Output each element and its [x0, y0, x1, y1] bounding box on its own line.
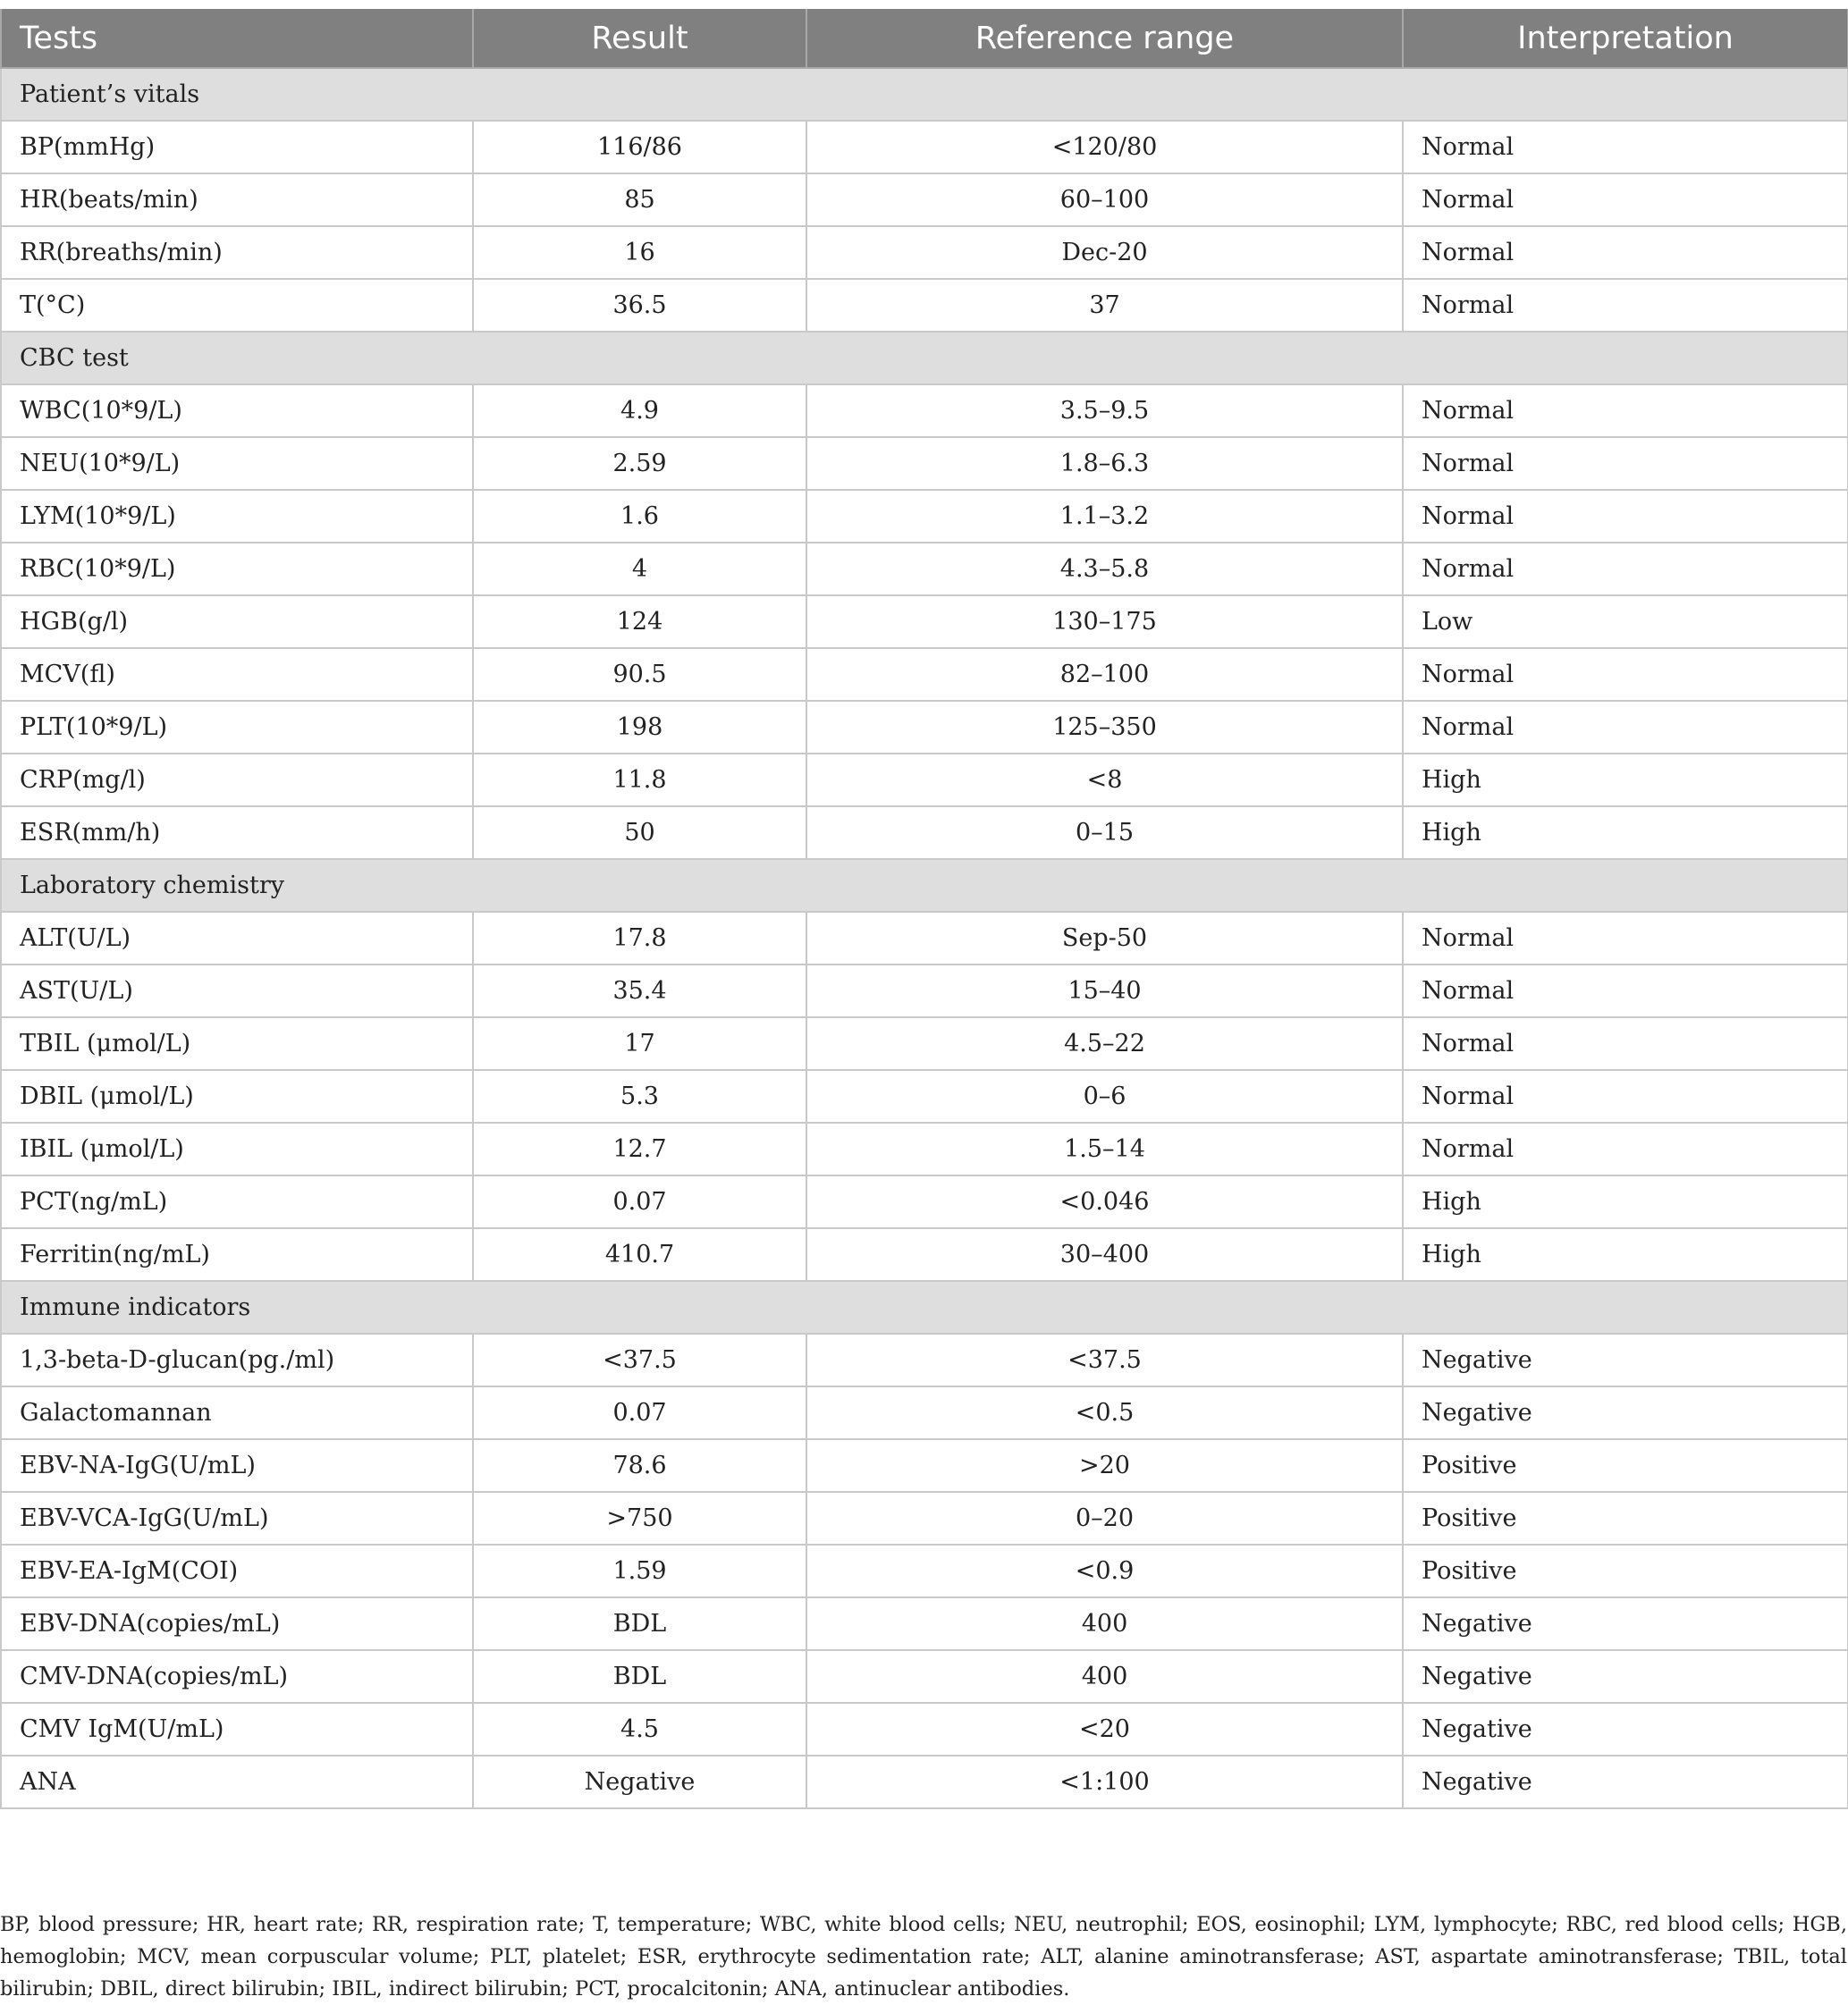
cell-interpretation: High	[1403, 1228, 1848, 1281]
cell-test-name: CMV-DNA(copies/mL)	[1, 1650, 473, 1703]
cell-interpretation: Normal	[1403, 701, 1848, 754]
cell-interpretation: Normal	[1403, 1123, 1848, 1175]
cell-interpretation: High	[1403, 806, 1848, 859]
cell-result: 5.3	[473, 1070, 806, 1123]
table-row	[1, 701, 1848, 754]
cell-result: BDL	[473, 1650, 806, 1703]
cell-result: 4.9	[473, 384, 806, 437]
table-row	[1, 1545, 1848, 1597]
cell-interpretation: Positive	[1403, 1439, 1848, 1492]
cell-test-name: RBC(10*9/L)	[1, 543, 473, 595]
table-row	[1, 543, 1848, 595]
cell-result: 16	[473, 226, 806, 279]
cell-reference-range: <120/80	[806, 121, 1403, 173]
table-row	[1, 1123, 1848, 1175]
cell-interpretation: Positive	[1403, 1545, 1848, 1597]
cell-interpretation: High	[1403, 1175, 1848, 1228]
table-row	[1, 806, 1848, 859]
cell-test-name: IBIL (μmol/L)	[1, 1123, 473, 1175]
table-row	[1, 1070, 1848, 1123]
header-interpretation: Interpretation	[1403, 9, 1848, 68]
cell-test-name: ALT(U/L)	[1, 912, 473, 965]
table-row	[1, 1386, 1848, 1439]
cell-test-name: EBV-NA-IgG(U/mL)	[1, 1439, 473, 1492]
cell-interpretation: Normal	[1403, 912, 1848, 965]
cell-reference-range: 82–100	[806, 648, 1403, 701]
cell-reference-range: 130–175	[806, 595, 1403, 648]
cell-reference-range: <20	[806, 1703, 1403, 1756]
table-row	[1, 1756, 1848, 1808]
cell-reference-range: 0–15	[806, 806, 1403, 859]
cell-result: 116/86	[473, 121, 806, 173]
cell-reference-range: Sep-50	[806, 912, 1403, 965]
cell-reference-range: 0–6	[806, 1070, 1403, 1123]
cell-result: 17	[473, 1017, 806, 1070]
cell-interpretation: Normal	[1403, 226, 1848, 279]
cell-reference-range: 1.1–3.2	[806, 490, 1403, 543]
table-footnote: BP, blood pressure; HR, heart rate; RR, respiration rate; T, temperature; WBC, white blood cells; NEU, neutrophil; EOS, eosinophil; LYM, lymphocyte; RBC, red blood cells; HGB, hemoglobin; MCV, mean corpuscular volume; PLT, platelet; ESR, erythrocyte sedimentation rate; ALT, alanine aminotransferase; AST, aspartate aminotransferase; TBIL, total bilirubin; DBIL, direct bilirubin; IBIL, indirect bilirubin; PCT, procalcitonin; ANA, antinuclear antibodies.	[0, 1912, 1847, 2001]
section-title: CBC test	[1, 332, 1848, 384]
cell-result: 4	[473, 543, 806, 595]
section-row	[1, 1281, 1848, 1334]
cell-reference-range: >20	[806, 1439, 1403, 1492]
cell-test-name: RR(breaths/min)	[1, 226, 473, 279]
cell-test-name: Ferritin(ng/mL)	[1, 1228, 473, 1281]
section-title: Immune indicators	[1, 1281, 1848, 1334]
cell-result: 0.07	[473, 1386, 806, 1439]
table-row	[1, 1439, 1848, 1492]
table-row	[1, 490, 1848, 543]
cell-reference-range: <1:100	[806, 1756, 1403, 1808]
cell-interpretation: Normal	[1403, 384, 1848, 437]
lab-results-container	[0, 9, 1848, 1809]
cell-interpretation: Normal	[1403, 965, 1848, 1017]
cell-test-name: LYM(10*9/L)	[1, 490, 473, 543]
cell-interpretation: Normal	[1403, 490, 1848, 543]
cell-test-name: NEU(10*9/L)	[1, 437, 473, 490]
cell-interpretation: Negative	[1403, 1756, 1848, 1808]
cell-interpretation: Negative	[1403, 1386, 1848, 1439]
table-row	[1, 648, 1848, 701]
cell-result: 85	[473, 173, 806, 226]
cell-result: 4.5	[473, 1703, 806, 1756]
cell-interpretation: Normal	[1403, 279, 1848, 332]
cell-reference-range: 400	[806, 1597, 1403, 1650]
cell-result: 198	[473, 701, 806, 754]
cell-interpretation: Negative	[1403, 1597, 1848, 1650]
cell-interpretation: Negative	[1403, 1334, 1848, 1386]
table-row	[1, 279, 1848, 332]
section-row	[1, 859, 1848, 912]
header-row	[1, 9, 1848, 68]
cell-reference-range: 0–20	[806, 1492, 1403, 1545]
header-result: Result	[473, 9, 806, 68]
table-row	[1, 121, 1848, 173]
cell-result: 1.6	[473, 490, 806, 543]
table-header	[1, 9, 1848, 68]
cell-result: 90.5	[473, 648, 806, 701]
cell-interpretation: Normal	[1403, 648, 1848, 701]
cell-result: >750	[473, 1492, 806, 1545]
table-row	[1, 1703, 1848, 1756]
table-row	[1, 1228, 1848, 1281]
cell-result: 124	[473, 595, 806, 648]
cell-test-name: T(°C)	[1, 279, 473, 332]
cell-test-name: DBIL (μmol/L)	[1, 1070, 473, 1123]
cell-reference-range: 125–350	[806, 701, 1403, 754]
table-row	[1, 965, 1848, 1017]
cell-interpretation: Low	[1403, 595, 1848, 648]
cell-reference-range: 3.5–9.5	[806, 384, 1403, 437]
cell-interpretation: Positive	[1403, 1492, 1848, 1545]
cell-result: 1.59	[473, 1545, 806, 1597]
cell-result: 0.07	[473, 1175, 806, 1228]
cell-test-name: EBV-EA-IgM(COI)	[1, 1545, 473, 1597]
table-row	[1, 1334, 1848, 1386]
cell-result: Negative	[473, 1756, 806, 1808]
cell-test-name: MCV(fl)	[1, 648, 473, 701]
table-row	[1, 1597, 1848, 1650]
cell-test-name: 1,3-beta-D-glucan(pg./ml)	[1, 1334, 473, 1386]
cell-test-name: EBV-DNA(copies/mL)	[1, 1597, 473, 1650]
cell-test-name: PCT(ng/mL)	[1, 1175, 473, 1228]
cell-result: <37.5	[473, 1334, 806, 1386]
cell-reference-range: 1.5–14	[806, 1123, 1403, 1175]
table-row	[1, 912, 1848, 965]
cell-result: 50	[473, 806, 806, 859]
cell-test-name: ESR(mm/h)	[1, 806, 473, 859]
cell-reference-range: <8	[806, 754, 1403, 806]
table-row	[1, 1650, 1848, 1703]
table-row	[1, 1492, 1848, 1545]
table-row	[1, 384, 1848, 437]
table-row	[1, 173, 1848, 226]
cell-reference-range: 37	[806, 279, 1403, 332]
cell-reference-range: <0.9	[806, 1545, 1403, 1597]
cell-test-name: WBC(10*9/L)	[1, 384, 473, 437]
cell-test-name: PLT(10*9/L)	[1, 701, 473, 754]
table-row	[1, 226, 1848, 279]
section-title: Patient’s vitals	[1, 68, 1848, 121]
table-row	[1, 754, 1848, 806]
cell-test-name: BP(mmHg)	[1, 121, 473, 173]
section-title: Laboratory chemistry	[1, 859, 1848, 912]
cell-result: 17.8	[473, 912, 806, 965]
cell-test-name: ANA	[1, 1756, 473, 1808]
cell-result: 2.59	[473, 437, 806, 490]
cell-reference-range: Dec-20	[806, 226, 1403, 279]
cell-test-name: EBV-VCA-IgG(U/mL)	[1, 1492, 473, 1545]
cell-interpretation: High	[1403, 754, 1848, 806]
cell-interpretation: Normal	[1403, 543, 1848, 595]
cell-interpretation: Negative	[1403, 1650, 1848, 1703]
cell-result: 35.4	[473, 965, 806, 1017]
cell-interpretation: Normal	[1403, 1017, 1848, 1070]
cell-test-name: CRP(mg/l)	[1, 754, 473, 806]
table-row	[1, 595, 1848, 648]
cell-reference-range: 1.8–6.3	[806, 437, 1403, 490]
cell-interpretation: Normal	[1403, 1070, 1848, 1123]
cell-interpretation: Normal	[1403, 121, 1848, 173]
table-body	[1, 68, 1848, 1808]
cell-reference-range: 60–100	[806, 173, 1403, 226]
table-row	[1, 1017, 1848, 1070]
cell-reference-range: 4.5–22	[806, 1017, 1403, 1070]
cell-result: BDL	[473, 1597, 806, 1650]
cell-test-name: Galactomannan	[1, 1386, 473, 1439]
cell-reference-range: 15–40	[806, 965, 1403, 1017]
cell-interpretation: Negative	[1403, 1703, 1848, 1756]
table-row	[1, 1175, 1848, 1228]
table-row	[1, 437, 1848, 490]
cell-interpretation: Normal	[1403, 437, 1848, 490]
cell-test-name: TBIL (μmol/L)	[1, 1017, 473, 1070]
cell-reference-range: <37.5	[806, 1334, 1403, 1386]
header-tests: Tests	[1, 9, 473, 68]
cell-test-name: HGB(g/l)	[1, 595, 473, 648]
header-reference-range: Reference range	[806, 9, 1403, 68]
cell-test-name: CMV IgM(U/mL)	[1, 1703, 473, 1756]
cell-result: 78.6	[473, 1439, 806, 1492]
lab-results-table	[0, 9, 1848, 1809]
cell-reference-range: <0.046	[806, 1175, 1403, 1228]
cell-result: 11.8	[473, 754, 806, 806]
cell-reference-range: 30–400	[806, 1228, 1403, 1281]
cell-reference-range: <0.5	[806, 1386, 1403, 1439]
cell-reference-range: 400	[806, 1650, 1403, 1703]
cell-test-name: HR(beats/min)	[1, 173, 473, 226]
cell-test-name: AST(U/L)	[1, 965, 473, 1017]
cell-interpretation: Normal	[1403, 173, 1848, 226]
cell-result: 36.5	[473, 279, 806, 332]
cell-reference-range: 4.3–5.8	[806, 543, 1403, 595]
cell-result: 12.7	[473, 1123, 806, 1175]
cell-result: 410.7	[473, 1228, 806, 1281]
section-row	[1, 332, 1848, 384]
section-row	[1, 68, 1848, 121]
